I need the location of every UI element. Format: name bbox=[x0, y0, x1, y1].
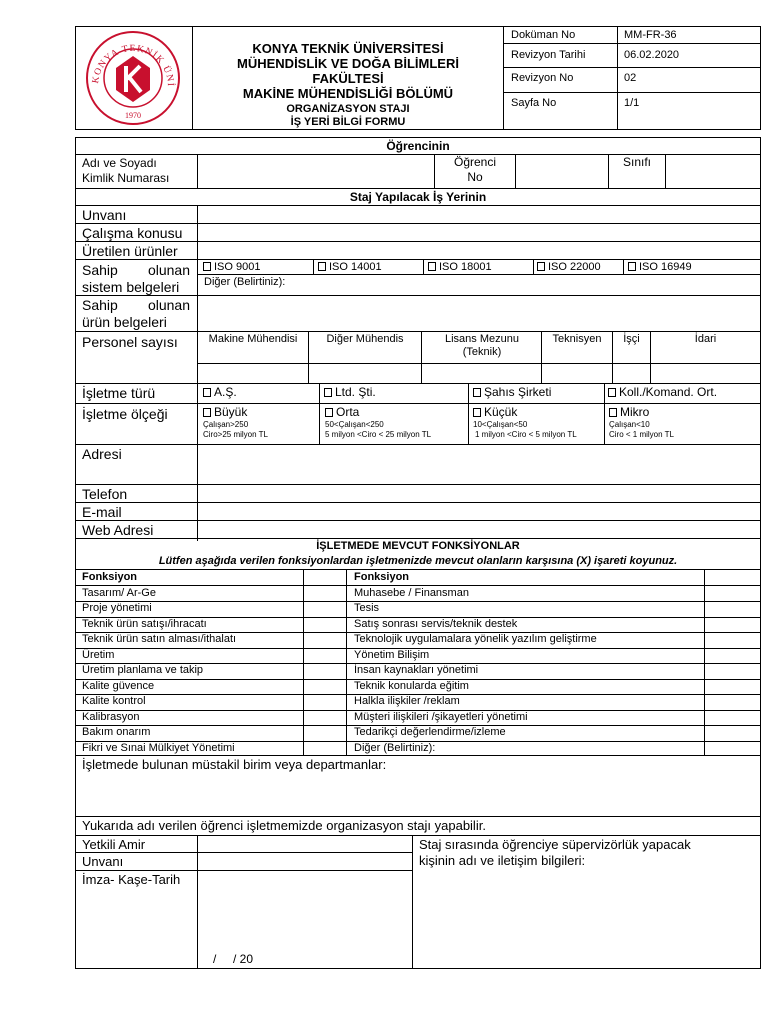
logo-ring-text: KONYA TEKNİK ÜNİ bbox=[90, 43, 176, 88]
function-left-mark-cell[interactable] bbox=[304, 601, 346, 615]
personnel-col-technician: Teknisyen bbox=[552, 333, 602, 345]
title-label: Unvanı bbox=[82, 207, 127, 223]
phone-label: Telefon bbox=[82, 486, 128, 502]
scale-large-checkbox[interactable]: Büyük Çalışan>250 Ciro>25 milyon TL bbox=[203, 405, 268, 439]
supervisor-input[interactable] bbox=[413, 870, 760, 968]
type-sole-checkbox[interactable]: Şahıs Şirketi bbox=[473, 385, 551, 399]
type-as-checkbox[interactable]: A.Ş. bbox=[203, 385, 237, 399]
student-no-input[interactable] bbox=[516, 155, 608, 188]
admin-count-input[interactable] bbox=[651, 364, 760, 383]
function-left-label: Proje yönetimi bbox=[82, 602, 152, 615]
type-partnership-checkbox[interactable]: Koll./Komand. Ort. bbox=[608, 385, 717, 399]
function-left-mark-cell[interactable] bbox=[304, 648, 346, 662]
date-field[interactable]: / / 20 bbox=[213, 952, 254, 966]
function-right-label: İnsan kaynakları yönetimi bbox=[354, 664, 479, 677]
function-right-mark-cell[interactable] bbox=[705, 601, 760, 615]
function-left-mark-cell[interactable] bbox=[304, 617, 346, 631]
function-right-mark-cell[interactable] bbox=[705, 725, 760, 739]
function-left-label: Kalibrasyon bbox=[82, 710, 140, 723]
products-label: Üretilen ürünler bbox=[82, 243, 178, 259]
title-input[interactable] bbox=[198, 206, 760, 223]
business-type-label: İşletme türü bbox=[82, 385, 156, 401]
function-right-mark-cell[interactable] bbox=[705, 632, 760, 646]
function-right-mark-cell[interactable] bbox=[705, 663, 760, 677]
class-label: Sınıfı bbox=[622, 155, 651, 169]
function-left-mark-cell[interactable] bbox=[304, 663, 346, 677]
page-no-label: Sayfa No bbox=[511, 97, 557, 109]
university-title-2: MÜHENDİSLİK VE DOĞA BİLİMLERİ bbox=[237, 56, 459, 71]
function-right-mark-cell[interactable] bbox=[705, 648, 760, 662]
function-left-mark-cell[interactable] bbox=[304, 725, 346, 739]
function-left-mark-cell[interactable] bbox=[304, 632, 346, 646]
function-left-label: Fikri ve Sınai Mülkiyet Yönetimi bbox=[82, 741, 235, 754]
type-ltd-checkbox[interactable]: Ltd. Şti. bbox=[324, 385, 376, 399]
student-no-label-1: Öğrenci bbox=[453, 155, 497, 169]
iso-18001-checkbox[interactable]: ISO 18001 bbox=[428, 261, 492, 274]
function-left-label: Bakım onarım bbox=[82, 726, 151, 739]
form-subtitle-2: İŞ YERİ BİLGİ FORMU bbox=[290, 116, 406, 128]
function-right-label: Satış sonrası servis/teknik destek bbox=[354, 617, 518, 630]
iso-14001-checkbox[interactable]: ISO 14001 bbox=[318, 261, 382, 274]
student-no-label-2: No bbox=[467, 170, 483, 184]
function-left-mark-cell[interactable] bbox=[304, 586, 346, 600]
function-right-label: Teknik konularda eğitim bbox=[354, 679, 469, 692]
department-title: MAKİNE MÜHENDİSLİĞİ BÖLÜMÜ bbox=[242, 86, 454, 101]
approval-text: Yukarıda adı verilen öğrenci işletmemizde organizasyon stajı yapabilir. bbox=[82, 818, 486, 833]
functions-col-header-right: Fonksiyon bbox=[354, 571, 410, 583]
other-eng-count-input[interactable] bbox=[309, 364, 421, 383]
function-right-label: Tesis bbox=[354, 602, 380, 615]
function-right-label: Tedarikçi değerlendirme/izleme bbox=[354, 726, 506, 739]
university-title-1: KONYA TEKNİK ÜNİVERSİTESİ bbox=[252, 41, 444, 56]
revision-date-value: 06.02.2020 bbox=[624, 49, 680, 61]
personnel-col-other-eng: Diğer Mühendis bbox=[326, 333, 404, 345]
page-no-value: 1/1 bbox=[624, 97, 640, 109]
personnel-col-admin: İdari bbox=[694, 333, 717, 345]
personnel-label: Personel sayısı bbox=[82, 334, 178, 350]
function-left-label: Kalite kontrol bbox=[82, 695, 146, 708]
phone-input[interactable] bbox=[198, 485, 760, 502]
scale-medium-checkbox[interactable]: Orta 50<Çalışan<250 5 milyon <Ciro < 25 milyon TL bbox=[325, 405, 432, 439]
other-cert-label: Diğer (Belirtiniz): bbox=[204, 276, 286, 288]
function-right-mark-cell[interactable] bbox=[705, 741, 760, 755]
function-right-mark-cell[interactable] bbox=[705, 679, 760, 693]
function-right-label: Muhasebe / Finansman bbox=[354, 587, 469, 599]
revision-no-value: 02 bbox=[624, 72, 637, 84]
function-right-mark-cell[interactable] bbox=[705, 694, 760, 708]
function-right-label: Diğer (Belirtiniz): bbox=[354, 741, 436, 754]
bachelor-count-input[interactable] bbox=[422, 364, 541, 383]
work-subject-label: Çalışma konusu bbox=[82, 225, 183, 241]
web-label: Web Adresi bbox=[82, 522, 154, 538]
product-cert-input[interactable] bbox=[198, 296, 760, 331]
work-subject-input[interactable] bbox=[198, 224, 760, 241]
iso-9001-checkbox[interactable]: ISO 9001 bbox=[203, 261, 260, 274]
mech-eng-count-input[interactable] bbox=[198, 364, 308, 383]
class-input[interactable] bbox=[666, 155, 760, 188]
name-id-input[interactable] bbox=[198, 155, 434, 188]
system-cert-label-2: sistem belgeleri bbox=[82, 279, 180, 295]
doc-no-value: MM-FR-36 bbox=[624, 29, 677, 41]
id-number-label: Kimlik Numarası bbox=[82, 171, 170, 185]
function-left-label: Üretim planlama ve takip bbox=[82, 664, 204, 677]
departments-input[interactable] bbox=[76, 774, 760, 816]
signature-area[interactable] bbox=[198, 871, 412, 951]
supervisor-label-2: kişinin adı ve iletişim bilgileri: bbox=[419, 853, 586, 868]
function-right-mark-cell[interactable] bbox=[705, 617, 760, 631]
function-left-label: Teknik ürün satışı/ihracatı bbox=[82, 617, 207, 630]
function-left-mark-cell[interactable] bbox=[304, 710, 346, 724]
web-input[interactable] bbox=[198, 521, 760, 538]
iso-16949-checkbox[interactable]: ISO 16949 bbox=[628, 261, 692, 274]
function-right-mark-cell[interactable] bbox=[705, 586, 760, 600]
supervisor-label-1: Staj sırasında öğrenciye süpervizörlük yapacak bbox=[419, 837, 691, 852]
form-subtitle-1: ORGANİZASYON STAJI bbox=[286, 103, 410, 115]
function-right-label: Müşteri ilişkileri /şikayetleri yönetimi bbox=[354, 710, 528, 723]
function-left-mark-cell[interactable] bbox=[304, 741, 346, 755]
sign-label: İmza- Kaşe-Tarih bbox=[82, 872, 181, 887]
scale-micro-checkbox[interactable]: Mikro Çalışan<10 Ciro < 1 milyon TL bbox=[609, 405, 674, 439]
iso-22000-checkbox[interactable]: ISO 22000 bbox=[537, 261, 601, 274]
university-title-3: FAKÜLTESİ bbox=[312, 71, 384, 86]
function-left-label: Teknik ürün satın alması/ithalatı bbox=[82, 633, 237, 646]
function-right-mark-cell[interactable] bbox=[705, 710, 760, 724]
logo-year: 1970 bbox=[125, 111, 141, 120]
worker-count-input[interactable] bbox=[613, 364, 650, 383]
email-label: E-mail bbox=[82, 504, 122, 520]
name-label: Adı ve Soyadı bbox=[82, 156, 157, 170]
scale-small-checkbox[interactable]: Küçük 10<Çalışan<50 1 milyon <Ciro < 5 milyon TL bbox=[473, 405, 577, 439]
workplace-heading: Staj Yapılacak İş Yerinin bbox=[349, 190, 487, 204]
unvan-input[interactable] bbox=[198, 853, 412, 870]
function-left-label: Kalite güvence bbox=[82, 679, 155, 692]
functions-instruction: Lütfen aşağıda verilen fonksiyonlardan işletmenizde mevcut olanların karşısına (X) işareti koyunuz. bbox=[158, 555, 678, 567]
technician-count-input[interactable] bbox=[542, 364, 612, 383]
doc-no-label: Doküman No bbox=[511, 29, 576, 41]
product-cert-label-2: ürün belgeleri bbox=[82, 314, 167, 330]
personnel-col-mech-eng: Makine Mühendisi bbox=[208, 333, 298, 345]
address-input[interactable] bbox=[198, 445, 760, 484]
functions-col-header-left: Fonksiyon bbox=[82, 571, 138, 583]
departments-label: İşletmede bulunan müstakil birim veya departmanlar: bbox=[82, 757, 387, 772]
product-cert-label-1: Sahip olunan bbox=[82, 297, 190, 313]
unvan-label: Unvanı bbox=[82, 854, 124, 869]
revision-no-label: Revizyon No bbox=[511, 72, 574, 84]
business-scale-label: İşletme ölçeği bbox=[82, 406, 168, 422]
personnel-col-worker: İşçi bbox=[623, 333, 640, 345]
function-right-label: Halkla ilişkiler /reklam bbox=[354, 695, 460, 708]
university-logo bbox=[80, 28, 186, 128]
function-left-label: Tasarım/ Ar-Ge bbox=[82, 587, 156, 599]
system-cert-label-1: Sahip olunan bbox=[82, 262, 190, 278]
function-left-mark-cell[interactable] bbox=[304, 694, 346, 708]
function-right-label: Teknolojik uygulamalara yönelik yazılım geliştirme bbox=[354, 633, 597, 646]
function-left-mark-cell[interactable] bbox=[304, 679, 346, 693]
products-input[interactable] bbox=[198, 242, 760, 259]
functions-heading: İŞLETMEDE MEVCUT FONKSİYONLAR bbox=[316, 540, 520, 552]
authorized-label: Yetkili Amir bbox=[82, 837, 146, 852]
authorized-input[interactable] bbox=[198, 836, 412, 852]
other-cert-input[interactable] bbox=[320, 275, 760, 295]
address-label: Adresi bbox=[82, 446, 122, 462]
function-row-divider bbox=[75, 601, 761, 602]
function-right-label: Yönetim Bilişim bbox=[354, 648, 430, 661]
student-heading: Öğrencinin bbox=[386, 139, 450, 153]
revision-date-label: Revizyon Tarihi bbox=[511, 49, 586, 61]
personnel-col-bachelor: Lisans Mezunu (Teknik) bbox=[445, 333, 519, 359]
email-input[interactable] bbox=[198, 503, 760, 520]
function-left-label: Üretim bbox=[82, 648, 115, 661]
